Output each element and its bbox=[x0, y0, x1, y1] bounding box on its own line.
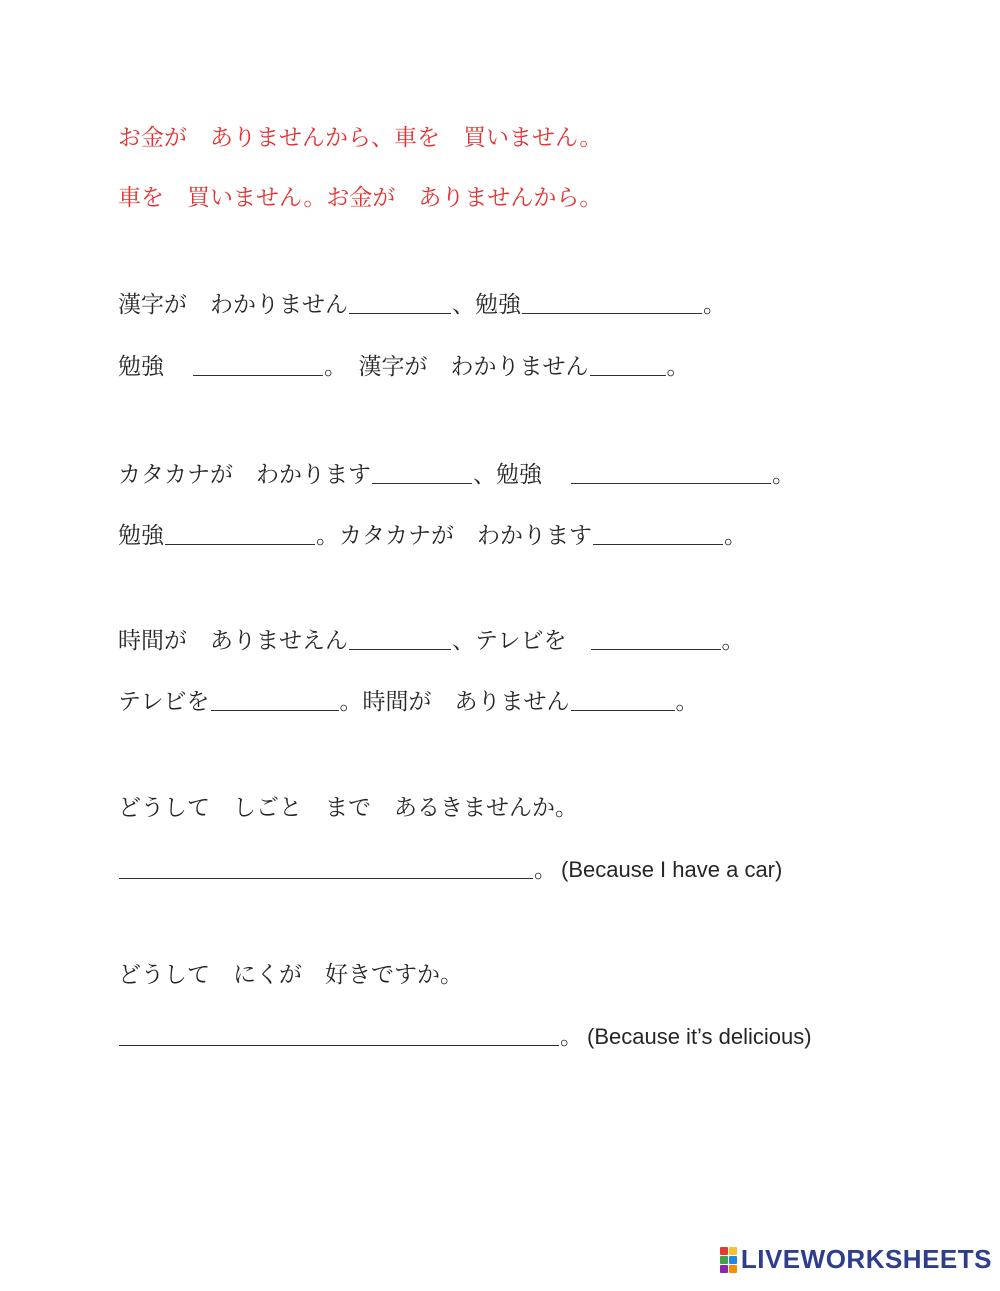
sentence-end: 。 bbox=[534, 857, 557, 883]
question-5-answer-line bbox=[118, 1022, 812, 1052]
sentence-text: テレビを bbox=[118, 689, 210, 715]
answer-blank[interactable] bbox=[349, 312, 451, 314]
answer-blank[interactable] bbox=[349, 648, 451, 650]
answer-blank[interactable] bbox=[372, 482, 472, 484]
example-sentence-2: 車を 買いません。お金が ありませんから。 bbox=[118, 185, 603, 211]
question-4-answer-line bbox=[118, 855, 782, 885]
sentence-end: 。 bbox=[721, 628, 745, 654]
answer-blank[interactable] bbox=[571, 482, 771, 484]
sentence-end: 。 bbox=[560, 1024, 583, 1050]
sentence-text: 。カタカナが わかります bbox=[316, 523, 592, 549]
answer-blank[interactable] bbox=[591, 648, 721, 650]
question-4-text: どうして しごと まで あるきませんか。 bbox=[118, 795, 578, 821]
question-1-sentence-b bbox=[118, 352, 690, 382]
sentence-end: 。 bbox=[675, 689, 699, 715]
sentence-end: 。 bbox=[772, 462, 795, 488]
sentence-text: カタカナが わかります bbox=[118, 462, 371, 488]
sentence-text: 。 漢字が わかりません bbox=[324, 354, 589, 380]
question-2-sentence-a bbox=[118, 460, 795, 490]
question-5-text: どうして にくが 好きですか。 bbox=[118, 962, 463, 988]
question-3-sentence-b bbox=[118, 687, 699, 717]
sentence-end: 。 bbox=[724, 523, 747, 549]
answer-blank[interactable] bbox=[165, 543, 315, 545]
sentence-text: 漢字が わかりません bbox=[118, 292, 348, 318]
answer-blank[interactable] bbox=[119, 877, 533, 879]
answer-blank[interactable] bbox=[193, 374, 323, 376]
logo-text: LIVEWORKSHEETS bbox=[740, 1244, 992, 1274]
sentence-text: 、勉強 bbox=[473, 462, 565, 488]
english-hint: (Because it’s delicious) bbox=[587, 1024, 812, 1049]
question-1-sentence-a bbox=[118, 290, 726, 320]
answer-blank[interactable] bbox=[590, 374, 666, 376]
sentence-text: 、テレビを bbox=[452, 628, 590, 654]
liveworksheets-logo bbox=[720, 1244, 992, 1275]
answer-blank[interactable] bbox=[119, 1044, 559, 1046]
sentence-text: 勉強 bbox=[118, 523, 164, 549]
sentence-text: 。時間が ありません bbox=[339, 689, 570, 715]
answer-blank[interactable] bbox=[571, 709, 675, 711]
example-sentence-1: お金が ありませんから、車を 買いません。 bbox=[118, 125, 603, 151]
answer-blank[interactable] bbox=[593, 543, 723, 545]
question-3-sentence-a bbox=[118, 626, 745, 656]
question-2-sentence-b bbox=[118, 521, 747, 551]
answer-blank[interactable] bbox=[522, 312, 702, 314]
sentence-end: 。 bbox=[703, 292, 726, 318]
sentence-text: 、勉強 bbox=[452, 292, 521, 318]
sentence-text: 勉強 bbox=[118, 354, 187, 380]
logo-mark-icon bbox=[720, 1247, 737, 1273]
english-hint: (Because I have a car) bbox=[561, 857, 783, 882]
sentence-end: 。 bbox=[666, 354, 690, 380]
answer-blank[interactable] bbox=[211, 709, 339, 711]
sentence-text: 時間が ありませえん bbox=[118, 628, 348, 654]
